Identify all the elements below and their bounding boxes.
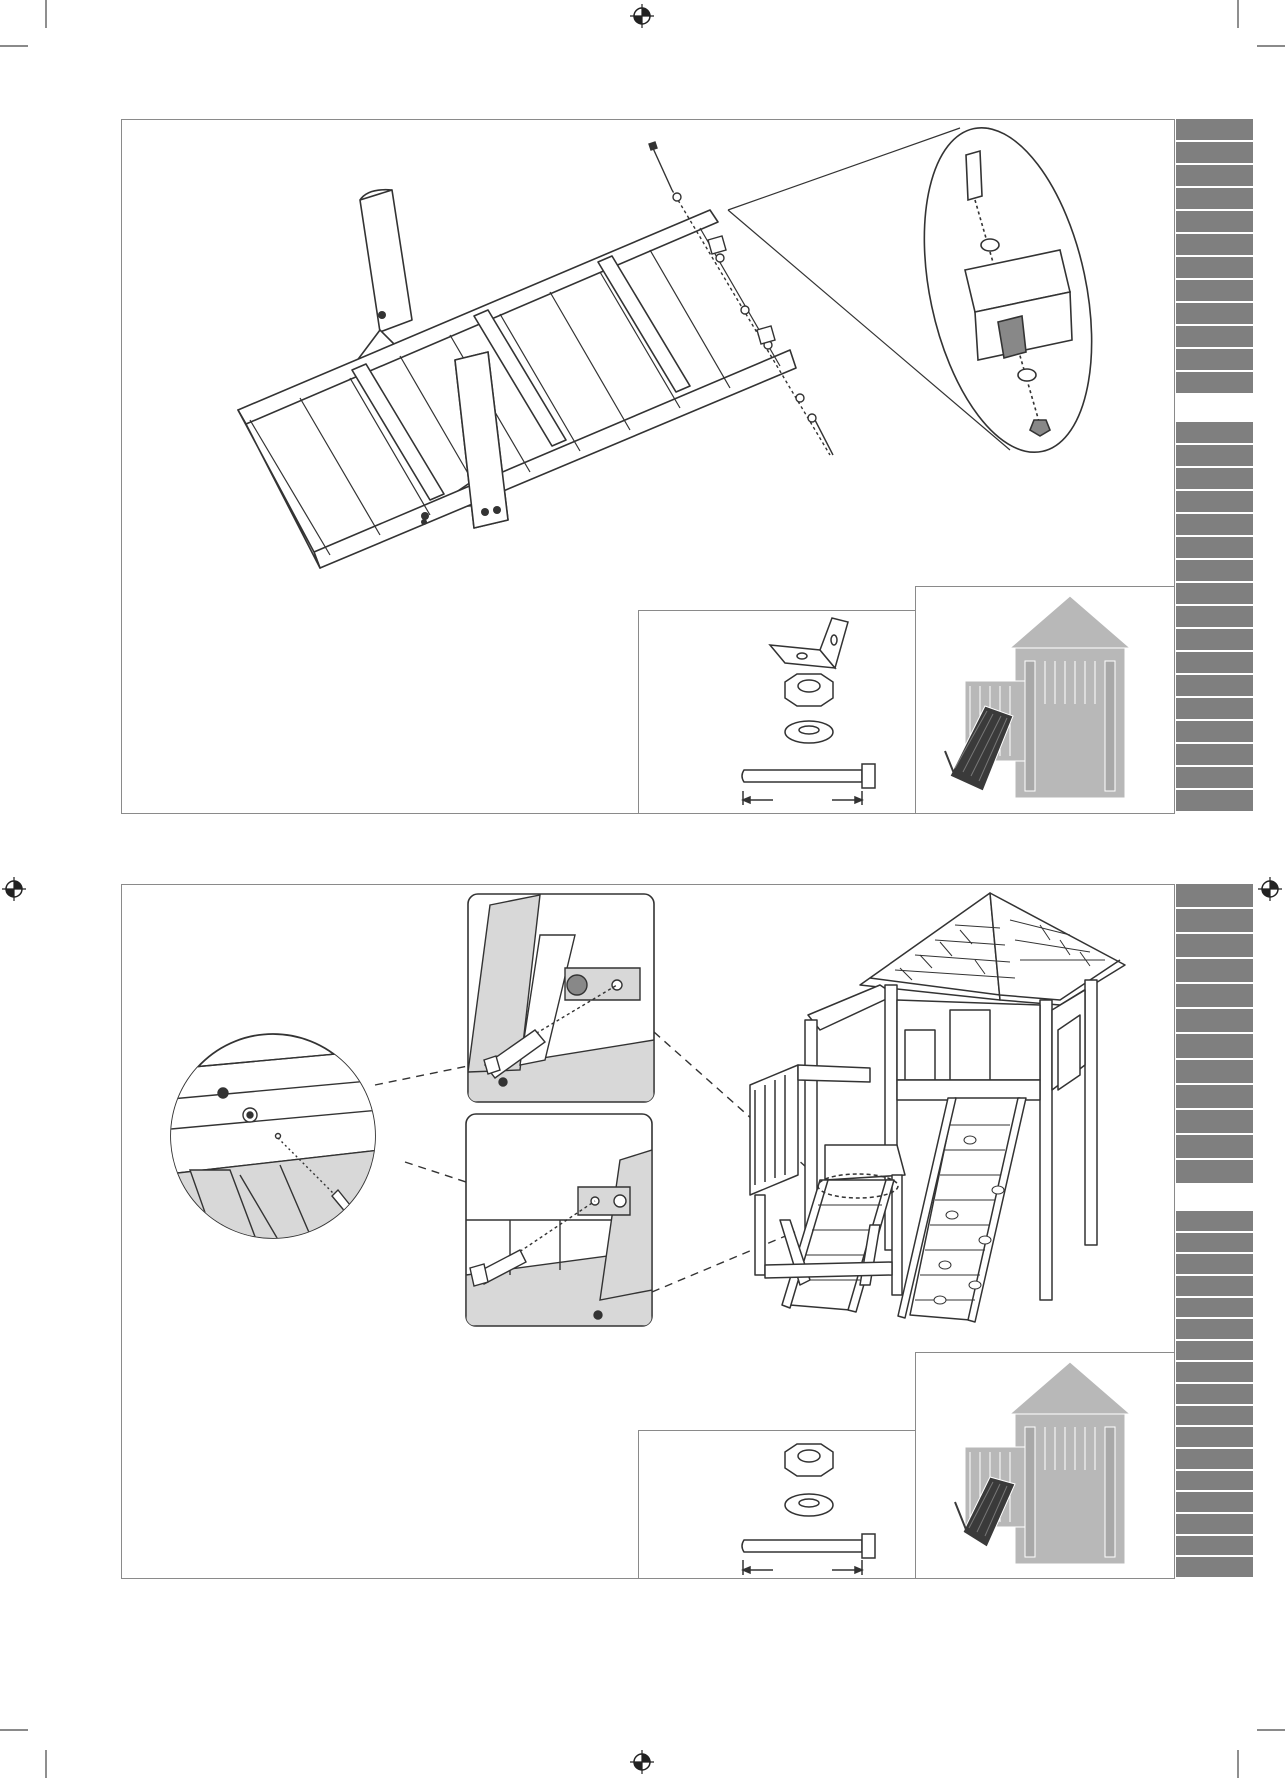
washer-icon-2	[785, 1494, 833, 1516]
step-2-overview-playhouse	[915, 1352, 1175, 1579]
hex-bolt-icon-2	[742, 1534, 875, 1575]
hex-nut-icon-2	[785, 1444, 833, 1476]
